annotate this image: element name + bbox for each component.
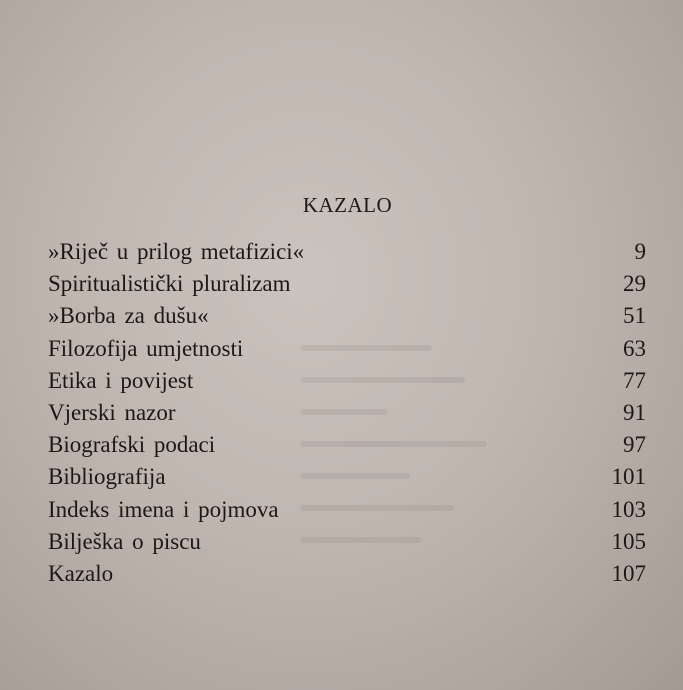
toc-entry-page: 101 — [611, 464, 646, 490]
toc-entry — [48, 494, 646, 526]
toc-entry-title: Filozofija umjetnosti — [48, 335, 244, 361]
toc-entry-page: 63 — [623, 335, 646, 361]
toc-entry — [48, 236, 646, 268]
toc-entry-page: 91 — [623, 399, 646, 425]
toc-entry-page: 51 — [623, 303, 646, 329]
toc-entry — [48, 333, 646, 365]
toc-entry-title: Bibliografija — [48, 464, 166, 490]
table-of-contents — [48, 236, 646, 590]
toc-entry-page: 103 — [611, 496, 646, 522]
toc-entry — [48, 429, 646, 461]
toc-entry-title: »Borba za dušu« — [48, 303, 209, 329]
toc-entry-title: Vjerski nazor — [48, 399, 176, 425]
toc-entry-title: Etika i povijest — [48, 367, 194, 393]
toc-entry-title: »Riječ u prilog metafizici« — [48, 239, 305, 264]
toc-entry — [48, 558, 646, 590]
toc-entry-title: Biografski podaci — [48, 432, 216, 458]
toc-entry-title: Kazalo — [48, 560, 114, 586]
toc-entry — [48, 397, 646, 429]
page-title: KAZALO — [302, 193, 393, 217]
toc-entry — [48, 365, 646, 397]
toc-entry — [48, 461, 646, 493]
toc-entry-title: Indeks imena i pojmova — [48, 496, 279, 522]
toc-entry-page: 29 — [623, 271, 646, 297]
toc-entry-page: 77 — [623, 367, 646, 393]
toc-entry-page: 97 — [623, 432, 646, 458]
toc-entry — [48, 268, 646, 300]
toc-entry-title: Bilješka o piscu — [48, 528, 201, 554]
toc-entry — [48, 526, 646, 558]
toc-entry-title: Spiritualistički pluralizam — [48, 271, 291, 297]
toc-entry-page: 107 — [611, 560, 646, 586]
toc-entry-page: 9 — [634, 239, 646, 264]
toc-entry — [48, 300, 646, 332]
toc-entry-page: 105 — [611, 528, 646, 554]
